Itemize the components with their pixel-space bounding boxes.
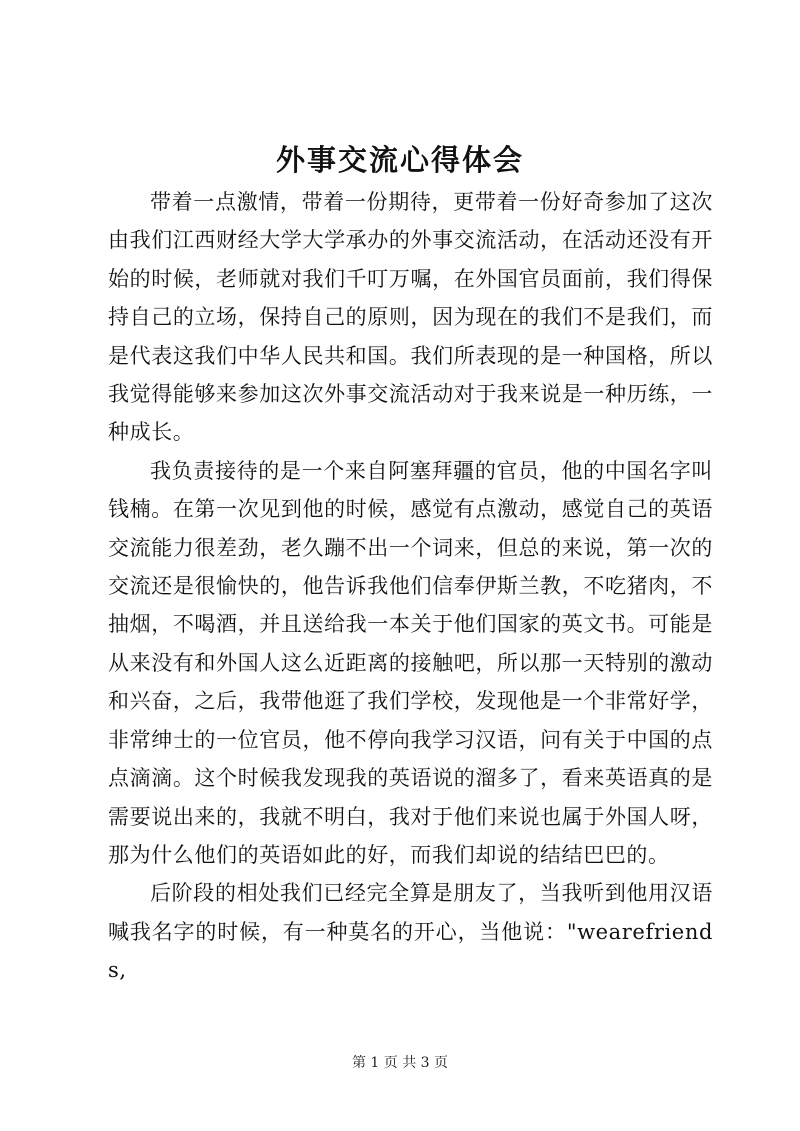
- page-footer: 第 1 页 共 3 页: [351, 1055, 449, 1071]
- paragraph-3: 后阶段的相处我们已经完全算是朋友了，当我听到他用汉语喊我名字的时候，有一种莫名的开心，当他说："wearefriends,: [108, 881, 713, 983]
- document-title: 外事交流心得体会: [275, 143, 524, 177]
- document-body: [108, 183, 713, 990]
- paragraph-1: 带着一点激情，带着一份期待，更带着一份好奇参加了这次由我们江西财经大学大学承办的外事交流活动，在活动还没有开始的时候，老师就对我们千叮万嘱，在外国官员面前，我们得保持自己的立场，保持自己的原则，因为现在的我们不是我们，而是代表这我们中华人民共和国。我们所表现的是一种国格，所以我觉得能够来参加这次外事交流活动对于我来说是一种历练，一种成长。: [108, 190, 713, 445]
- paragraph-2: 我负责接待的是一个来自阿塞拜疆的官员，他的中国名字叫钱楠。在第一次见到他的时候，感觉有点激动，感觉自己的英语交流能力很差劲，老久蹦不出一个词来，但总的来说，第一次的交流还是很愉快的，他告诉我他们信奉伊斯兰教，不吃猪肉，不抽烟，不喝酒，并且送给我一本关于他们国家的英文书。可能是从来没有和外国人这么近距离的接触吧，所以那一天特别的激动和兴奋，之后，我带他逛了我们学校，发现他是一个非常好学，非常绅士的一位官员，他不停向我学习汉语，问有关于中国的点点滴滴。这个时候我发现我的英语说的溜多了，看来英语真的是需要说出来的，我就不明白，我对于他们来说也属于外国人呀，那为什么他们的英语如此的好，而我们却说的结结巴巴的。: [108, 458, 713, 867]
